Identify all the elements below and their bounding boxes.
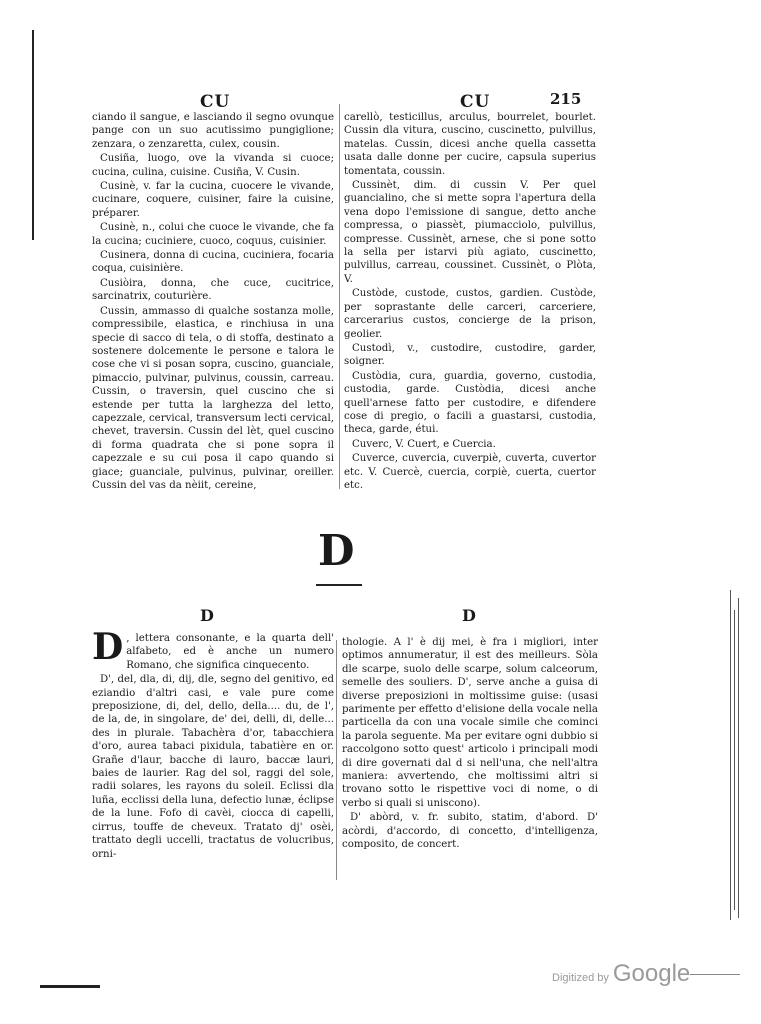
section-rule	[316, 584, 362, 586]
column-3	[92, 626, 334, 862]
margin-rule	[32, 30, 34, 240]
running-head-left: CU	[200, 92, 231, 112]
column-divider	[336, 640, 337, 880]
entry-text: thologie. A l' è dij mei, è fra i migliori, inter optimos annumeratur, il est des meilleurs. Sòla dle scarpe, suolo delle scarpe, solum calceorum, semelle des souliers. D', serve anche a guisa di diverse preposizioni in moltissime guise: (usasi parimente per effetto d'elisione della vocale nella particella da con una vocale simile che cominci la parola seguente. Ma per evitare ogni dubbio si raccolgono sotto quest' articolo i principali modi di dire governati dal d si nell'una, che nell'altra maniera: avvertendo, che moltissimi altri si trovano sotto le rispettive voci di nome, o di verbo si quali si uniscono).	[342, 637, 598, 809]
entry-text: Cuverc, V. Cuert, e Cuercia.	[352, 438, 496, 450]
entry-text: carellò, testicillus, arculus, bourrelet, bourlet. Cussin dla vitura, cuscino, cuscinetto, pulvillus, matelas. Cussin, dicesi anche quella cassetta usata dalle donne per cucire, capsula superius tomentata, coussin.	[344, 112, 596, 177]
entry-text: Custòdia, cura, guardia, governo, custodia, custodia, garde. Custòdia, dicesi anche quell'arnese fatto per custodire, e difendere cose di pregio, o facili a guastarsi, custodia, theca, garde, étui.	[344, 370, 596, 436]
section-head-left: D	[200, 606, 214, 625]
entry-text: Cussinèt, dim. di cussin V. Per quel guancialino, che si mette sopra l'apertura della vena dopo l'emissione di sangue, detto anche compressa, o piassèt, piumacciolo, pulvillus, compresse. Cussinèt, arnese, che si pone sotto la sella per istarvi più agiato, cuscinetto, pulvillus, carreau, coussinet. Cussinèt, o Plòta, V.	[344, 180, 596, 285]
entry-text: Cusiòira, donna, che cuce, cucitrice, sarcinatrix, couturière.	[92, 277, 334, 303]
column-4	[342, 636, 598, 853]
google-logo: Google	[612, 960, 691, 987]
entry-text: D' abòrd, v. fr. subito, statim, d'abord. D' acòrdi, d'accordo, di concetto, d'intelligenza, composito, de concert.	[342, 812, 598, 851]
entry-text: ciando il sangue, e lasciando il segno ovunque pange con un suo acutissimo pungiglione; zenzara, o zenzaretta, culex, cousin.	[92, 112, 334, 150]
column-divider	[339, 104, 340, 489]
bottom-rule	[40, 985, 100, 988]
digitized-watermark	[552, 960, 690, 988]
drop-cap: D	[92, 626, 124, 668]
entry-text: Custodì, v., custodire, custodire, garder, soigner.	[344, 342, 596, 368]
digitized-label: Digitized by	[552, 972, 609, 984]
entry-text: D', del, dla, di, dij, dle, segno del genitivo, ed eziandio d'altri casi, e vale pure come preposizione, di, del, dello, della.... du, de l', de la, de, in singolare, de' dei, delli, di, delle... des in plurale. Tabachèra d'or, tabacchiera d'oro, aurea tabaci pixidula, tabatière en or. Grañe d'laur, bacche di lauro, baccæ lauri, baies de laurier. Rag del sol, raggi del sole, radii solares, les rayons du soleil. Eclissi dla luña, ecclissi della luna, defectio lunæ, éclipse de la lune. Fofo di cavèi, ciocca di capelli, cirrus, touffe de cheveux. Tratato dj' osèi, trattato degli uccelli, tractatus de volucribus, orni-	[92, 674, 334, 860]
page-number: 215	[550, 90, 582, 108]
section-head-right: D	[462, 606, 476, 625]
entry-text: Cuverce, cuvercia, cuverpiè, cuverta, cuvertor etc. V. Cuercè, cuercia, corpiè, cuerta, cuertor etc.	[344, 453, 596, 491]
entry-text: Cusinè, v. far la cucina, cuocere le vivande, cucinare, coquere, cuisiner, faire la cuisine, préparer.	[92, 181, 334, 219]
column-1	[92, 111, 334, 493]
page-edge-lines	[728, 590, 748, 930]
entry-text: Cusinera, donna di cucina, cuciniera, focaria coqua, cuisinière.	[92, 250, 334, 275]
entry-text: , lettera consonante, e la quarta dell' alfabeto, ed è anche un numero Romano, che significa cinquecento.	[126, 633, 334, 671]
entry-text: Cussin, ammasso di qualche sostanza molle, compressibile, elastica, e rinchiusa in una specie di sacco di tela, o di stoffa, destinato a sostenere dolcemente le persone e talora le cose che vi si posan sopra, cuscino, guanciale, pimaccio, pulvinar, pulvinus, coussin, carreau. Cussin, o traversin, quel cuscino che si estende per tutta la larghezza del letto, capezzale, cervical, transversum lecti cervical, chevet, traversin. Cussin del lèt, quel cuscino di forma quadrata che si pone sopra il capezzale e su cui posa il capo quando si giace; guanciale, pulvinus, pulvinar, oreiller. Cussin del vas da nèiit, cereine,	[92, 305, 334, 491]
column-2	[344, 111, 596, 493]
watermark-line	[690, 974, 740, 975]
running-head-right: CU	[460, 92, 491, 112]
section-letter: D	[318, 526, 355, 575]
entry-text: Custòde, custode, custos, gardien. Custòde, per soprastante delle carceri, carceriere, carcerarius custos, concierge de la prison, geolier.	[344, 288, 596, 340]
entry-text: Cusiña, luogo, ove la vivanda si cuoce; cucina, culina, cuisine. Cusiña, V. Cusin.	[92, 153, 334, 178]
entry-text: Cusinè, n., colui che cuoce le vivande, che fa la cucina; cuciniere, cuoco, coquus, cuisinier.	[92, 222, 334, 247]
